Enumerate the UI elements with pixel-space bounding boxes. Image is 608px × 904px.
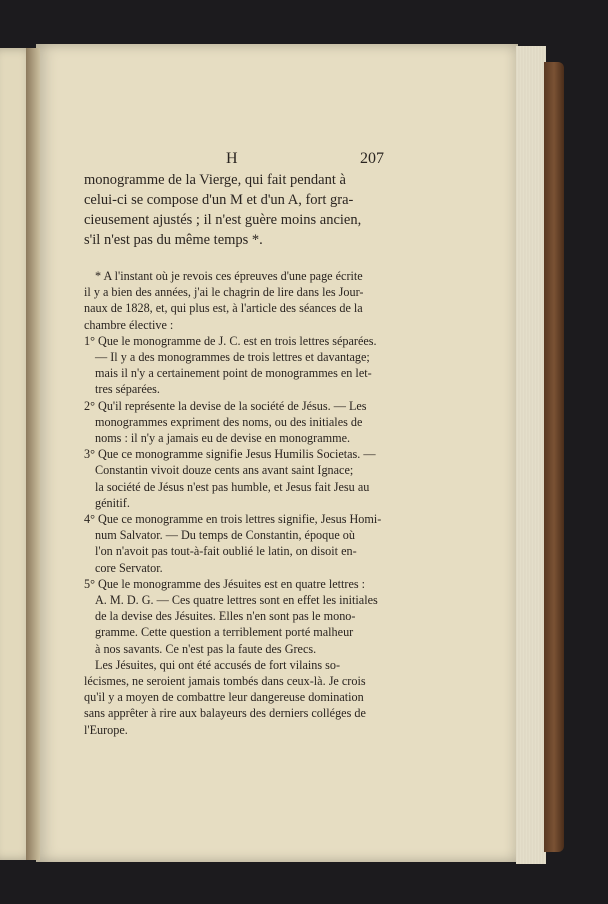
footnote-line: A. M. D. G. — Ces quatre lettres sont en effet les initiales: [95, 593, 378, 608]
footnote-line: sans apprêter à rire aux balayeurs des derniers colléges de: [84, 706, 366, 721]
body-line: celui-ci se compose d'un M et d'un A, fort gra-: [84, 192, 354, 208]
body-line: s'il n'est pas du même temps *.: [84, 232, 263, 248]
footnote-line: core Servator.: [95, 560, 163, 575]
footnote-line: la société de Jésus n'est pas humble, et Jesus fait Jesu au: [95, 479, 370, 494]
footnote-line: l'Europe.: [84, 722, 128, 737]
footnote-line: tres séparées.: [95, 382, 160, 397]
footnote: [84, 268, 386, 738]
footnote-line: noms : il n'y a jamais eu de devise en monogramme.: [95, 431, 351, 446]
page-number: 207: [360, 150, 384, 167]
footnote-line: à nos savants. Ce n'est pas la faute des Grecs.: [95, 641, 317, 656]
footnote-line: 3° Que ce monogramme signifie Jesus Humilis Societas. —: [84, 447, 376, 462]
footnote-line: de la devise des Jésuites. Elles n'en sont pas le mono-: [95, 609, 356, 624]
footnote-line: 1° Que le monogramme de J. C. est en trois lettres séparées.: [84, 333, 377, 348]
footnote-line: gramme. Cette question a terriblement porté malheur: [95, 625, 354, 640]
footnote-line: génitif.: [95, 495, 130, 510]
footnote-line: — Il y a des monogrammes de trois lettres et davantage;: [95, 350, 370, 365]
footnote-line: qu'il y a moyen de combattre leur dangereuse domination: [84, 690, 364, 705]
footnote-line: 5° Que le monogramme des Jésuites est en quatre lettres :: [84, 576, 366, 591]
book-cover: [544, 62, 564, 852]
body-line: monogramme de la Vierge, qui fait pendant à: [84, 172, 346, 188]
header-letter: H: [226, 150, 238, 167]
footnote-line: Les Jésuites, qui ont été accusés de fort vilains so-: [95, 657, 341, 672]
page-edges: [516, 46, 546, 864]
footnote-line: num Salvator. — Du temps de Constantin, époque où: [95, 528, 355, 543]
footnote-line: l'on n'avoit pas tout-à-fait oublié le latin, on disoit en-: [95, 544, 357, 559]
body-line: cieusement ajustés ; il n'est guère moins ancien,: [84, 212, 362, 228]
footnote-line: chambre élective :: [84, 317, 174, 332]
body-paragraph: [84, 170, 384, 250]
footnote-line: 4° Que ce monogramme en trois lettres signifie, Jesus Homi-: [84, 512, 382, 527]
footnote-line: 2° Qu'il représente la devise de la société de Jésus. — Les: [84, 398, 367, 413]
footnote-line: * A l'instant où je revois ces épreuves d'une page écrite: [95, 269, 363, 283]
footnote-line: Constantin vivoit douze cents ans avant saint Ignace;: [95, 463, 354, 478]
footnote-line: monogrammes expriment des noms, ou des initiales de: [95, 414, 363, 429]
footnote-line: mais il n'y a certainement point de monogrammes en let-: [95, 366, 372, 381]
footnote-line: naux de 1828, et, qui plus est, à l'article des séances de la: [84, 301, 363, 316]
footnote-line: il y a bien des années, j'ai le chagrin de lire dans les Jour-: [84, 285, 364, 300]
footnote-line: lécismes, ne seroient jamais tombés dans ceux-là. Je crois: [84, 674, 366, 689]
book-gutter: [26, 48, 40, 860]
